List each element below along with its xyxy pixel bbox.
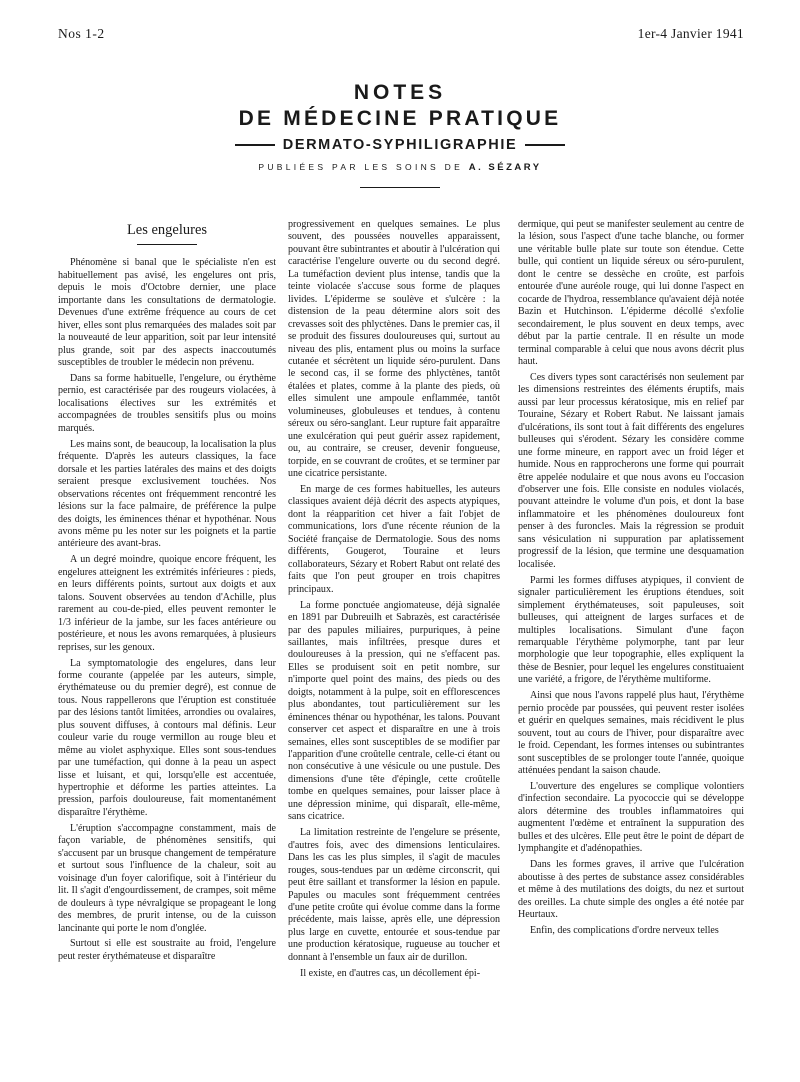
paragraph: La forme ponctuée angiomateuse, déjà signalée en 1891 par Dubreuilh et Sabrazès, est caractérisée par des papules miliaires, purpuriques, à peine saillantes, mais infiltrées, presque dures et douloureuses à la pression, qui ne s'effacent pas. Elles se produisent soit en petit nombre, sur n'importe quel point des mains, des pieds ou des doigts, notamment à la pulpe, soit en efflorescences plus abondantes, tout particulièrement sur les éminences thénar ou hypothénar, les talons. Pouvant conserver cet aspect et disparaître en une à trois semaines, elles sont susceptibles de se modifier par l'apparition d'une croûtelle centrale, celle-ci étant ou non consécutive à une vésicule ou une pustule. Des dimensions d'une tête d'épingle, cette croûtelle tombe en quelques semaines, pour laisser place à une dépression minime, qui disparaît, elle-même, sans cicatrice.: [288, 599, 500, 823]
paragraph: Dans les formes graves, il arrive que l'ulcération aboutisse à des pertes de substance assez considérables et même à des mutilations des doigts, du nez et surtout des oreilles. La chute simple des ongles a été notée par Heurtaux.: [518, 859, 744, 920]
section-dash-right: [525, 144, 565, 145]
paragraph: A un degré moindre, quoique encore fréquent, les engelures atteignent les extrémités inférieures : pieds, en leurs différents points, surtout aux doigts et aux talons. Souvent observées au tendon d'Achille, plus rarement au cou-de-pied, elles peuvent remonter le 1/3 inférieur de la jambe, sur les faces antérieure ou postérieure, et nous les avons remarquées, à plusieurs reprises, sur les genoux.: [58, 554, 276, 653]
paragraph: Les mains sont, de beaucoup, la localisation la plus fréquente. D'après les auteurs classiques, la face dorsale et les parties latérales des mains et des doigts seraient presque exclusivement touchées. Nos observations récentes ont fréquemment rencontré les lésions sur la face palmaire, de préférence la pulpe des doigts, les éminences thénar et hypothénar. Nous avons même pu les noter sur les poignets et la partie antérieure des avant-bras.: [58, 438, 276, 550]
paragraph: dermique, qui peut se manifester seulement au centre de la lésion, sous l'aspect d'une tache blanche, ou former une véritable bulle plate sur toute son étendue. Cette bulle, qui contient un liquide séreux ou séro-purulent, dont le centre se dessèche en croûte, est parfois entourée d'une auréole rouge, qui lui donne l'aspect en cocarde de l'hydroa, ressemblance qu'avaient déjà notée Bazin et Hutchinson. L'épiderme décollé s'exfolie secondairement, le plus souvent en deux temps, avec début par la partie centrale. Il en résulte un mode terminal comparable à celui que nous avons décrit plus haut.: [518, 219, 744, 367]
byline-author: A. SÉZARY: [468, 162, 542, 173]
masthead-byline: [0, 160, 800, 175]
article-title: Les engelures: [126, 222, 208, 238]
masthead-notes: NOTES: [353, 81, 447, 104]
title-underline: [137, 244, 197, 245]
issue-date: 1er-4 Janvier 1941: [637, 26, 744, 41]
paragraph: Il existe, en d'autres cas, un décollement épi-: [300, 967, 481, 979]
paragraph: La limitation restreinte de l'engelure se présente, d'autres fois, avec des dimensions lenticulaires. Dans les cas les plus simples, il s'agit de macules rouges, sous-tendues par un œdème circonscrit, qui peut être saillant et transformer la lésion en papule. Papules ou macules sont fréquemment centrées d'une petite croûte qui évolue comme dans la forme précédente, mais laisse, après elle, une dépression plus large en cuvette, entourée et sous-tendue par une production kératosique, rugueuse au toucher et donnant à l'ensemble un faux air de durillon.: [288, 827, 500, 963]
masthead-title: DE MÉDECINE PRATIQUE: [238, 107, 562, 130]
paragraph: progressivement en quelques semaines. Le plus souvent, des poussées nouvelles apparaissent, pouvant être subintrantes et aboutir à l'ulcération qui caractérise l'engelure ouverte ou du second degré. La tuméfaction devient plus intense, tandis que la teinte violacée s'accuse sous forme de plaques livides. L'épiderme se soulève et s'ulcère : la distension de la peau détermine alors soit des crevasses soit des phlyctènes. Dans le premier cas, il se produit des fissures douloureuses qui, surtout au niveau des plis, entament plus ou moins la surface cutanée et sécrètent un liquide séro-purulent. Dans le second cas, il se forme des phlyctènes, tantôt étalées et plates, comme à la plante des pieds, où elles simulent une ampoule enflammée, tantôt volumineuses, globuleuses et tendues, à contenu séreux ou séro-sanglant. Leur rupture fait apparaître une exulcération qui peut guérir assez rapidement, ou, au contraire, se creuser, devenir fongueuse, torpide, en se couvrant de croûtes, et se terminer par une cicatrice persistante.: [288, 219, 500, 480]
article-column-2: [288, 219, 500, 980]
paragraph: Parmi les formes diffuses atypiques, il convient de signaler particulièrement les éruptions étendues, soit simplement érythémateuses, soit papuleuses, soit bulleuses, qui atteignent de larges surfaces et de multiples localisations. Simulant d'une façon remarquable l'érythème polymorphe, tant par leur morphologie que leur topographie, elles expliquent la thèse de Besnier, pour lequel les engelures constituaient une variété, a frigore, de l'érythème multiforme.: [518, 574, 744, 686]
paragraph: Phénomène si banal que le spécialiste n'en est habituellement pas avisé, les engelures ont pris, depuis le mois d'Octobre dernier, une place importante dans les consultations de dermatologie. Devenues d'une extrême fréquence au cours de cet hiver, elles sont plus remarquées des malades soit par la nouveauté de leur apparition, soit par leur intensité plus grande, soit par des aspects inaccoutumés susceptibles de troubler le médecin non prévenu.: [58, 257, 276, 369]
paragraph: Ces divers types sont caractérisés non seulement par les dimensions restreintes des éléments éruptifs, mais aussi par leur processus kératosique, mis en relief par Touraine, Sézary et Robert Rabut. Ne laissant jamais d'ulcérations, ils sont tout à fait différents des engelures bulleuses qui s'érodent. Sézary les considère comme une forme mineure, en rapport avec un froid léger et humide. Nous en rapprocherons une forme qui pourrait être appelée nodulaire et que nous avons eu l'occasion d'observer une fois. Elle consiste en nodules violacés, pouvant atteindre le volume d'un pois, et dont la base inflammatoire et les phénomènes douloureux font penser à des furoncles. Mais la régression se produit sans vésiculation ni suppuration par aplatissement progressif de la lésion, que termine une desquamation localisée.: [518, 371, 744, 570]
paragraph: L'ouverture des engelures se complique volontiers d'infection secondaire. La pyococcie qui se développe alors détermine des troubles inflammatoires qui augmentent l'œdème et entraînent la suppuration des bulles et des ulcères. Elle peut être le point de départ de lymphangite et d'adénopathies.: [518, 780, 744, 855]
masthead: [0, 80, 800, 175]
masthead-divider: [360, 187, 440, 188]
paragraph: La symptomatologie des engelures, dans leur forme courante (appelée par les auteurs, simple, érythémateuse ou du premier degré), est connue de tous. Nous rappellerons que l'éruption est constituée par des lésions tantôt limitées, arrondies ou ovalaires, plus souvent diffuses, à contours mal définis. Leur couleur varie du rouge vermillon au rouge bleu et même au violet asphyxique. Elles sont sous-tendues par une tuméfaction, qui donne à la peau un aspect lisse et luisant, et qui, lorsqu'elle est accentuée, hypertrophie et déforme les parties atteintes. La pression, parfois douloureuse, fait momentanément disparaître l'érythème.: [58, 657, 276, 818]
paragraph: Enfin, des complications d'ordre nerveux telles: [530, 924, 719, 936]
paragraph: Surtout si elle est soustraite au froid, l'engelure peut rester érythémateuse et disparaître: [58, 938, 276, 962]
article-column-1: [58, 219, 276, 963]
issue-number: Nos 1-2: [58, 26, 105, 41]
article-title-block: [58, 224, 276, 245]
paragraph: Ainsi que nous l'avons rappelé plus haut, l'érythème pernio procède par poussées, qui peuvent rester isolées et guérir en quelques semaines, mais récidivent le plus souvent, tout au cours de l'hiver, pour disparaître avec le froid. Cependant, les formes intenses ou subintrantes sont susceptibles de se prolonger toute l'année, quoique atténuées pendant la saison chaude.: [518, 690, 744, 776]
section-dash-left: [235, 144, 275, 145]
byline-prefix: PUBLIÉES PAR LES SOINS DE: [258, 162, 464, 172]
masthead-section: [0, 135, 800, 155]
section-label: DERMATO-SYPHILIGRAPHIE: [282, 137, 518, 153]
article-column-3: [518, 219, 744, 937]
paragraph: En marge de ces formes habituelles, les auteurs classiques avaient déjà décrit des aspects atypiques, dont la réapparition cet hiver a fait l'objet de communications, lors d'une récente réunion de la Société française de Dermatologie. Sous des noms différents, Gougerot, Touraine et leurs collaborateurs, Sézary et Robert Rabut ont relaté des faits que l'on peut grouper en trois chapitres principaux.: [288, 484, 500, 595]
paragraph: L'éruption s'accompagne constamment, mais de façon variable, de phénomènes sensitifs, qui s'accusent par un brusque changement de température et surtout sous l'influence de la chaleur, soit au voisinage d'un foyer calorifique, soit à l'intérieur du lit. Il s'agit d'engourdissement, de crampes, soit même de douleurs à type névralgique se propageant le long des membres, de prurit intense, ou de la cuisson lancinante qui porte le nom d'onglée.: [58, 822, 276, 934]
paragraph: Dans sa forme habituelle, l'engelure, ou érythème pernio, est caractérisée par des rougeurs violacées, à localisations électives sur les extrémités et accompagnées de troubles sensitifs plus ou moins marqués.: [58, 373, 276, 434]
